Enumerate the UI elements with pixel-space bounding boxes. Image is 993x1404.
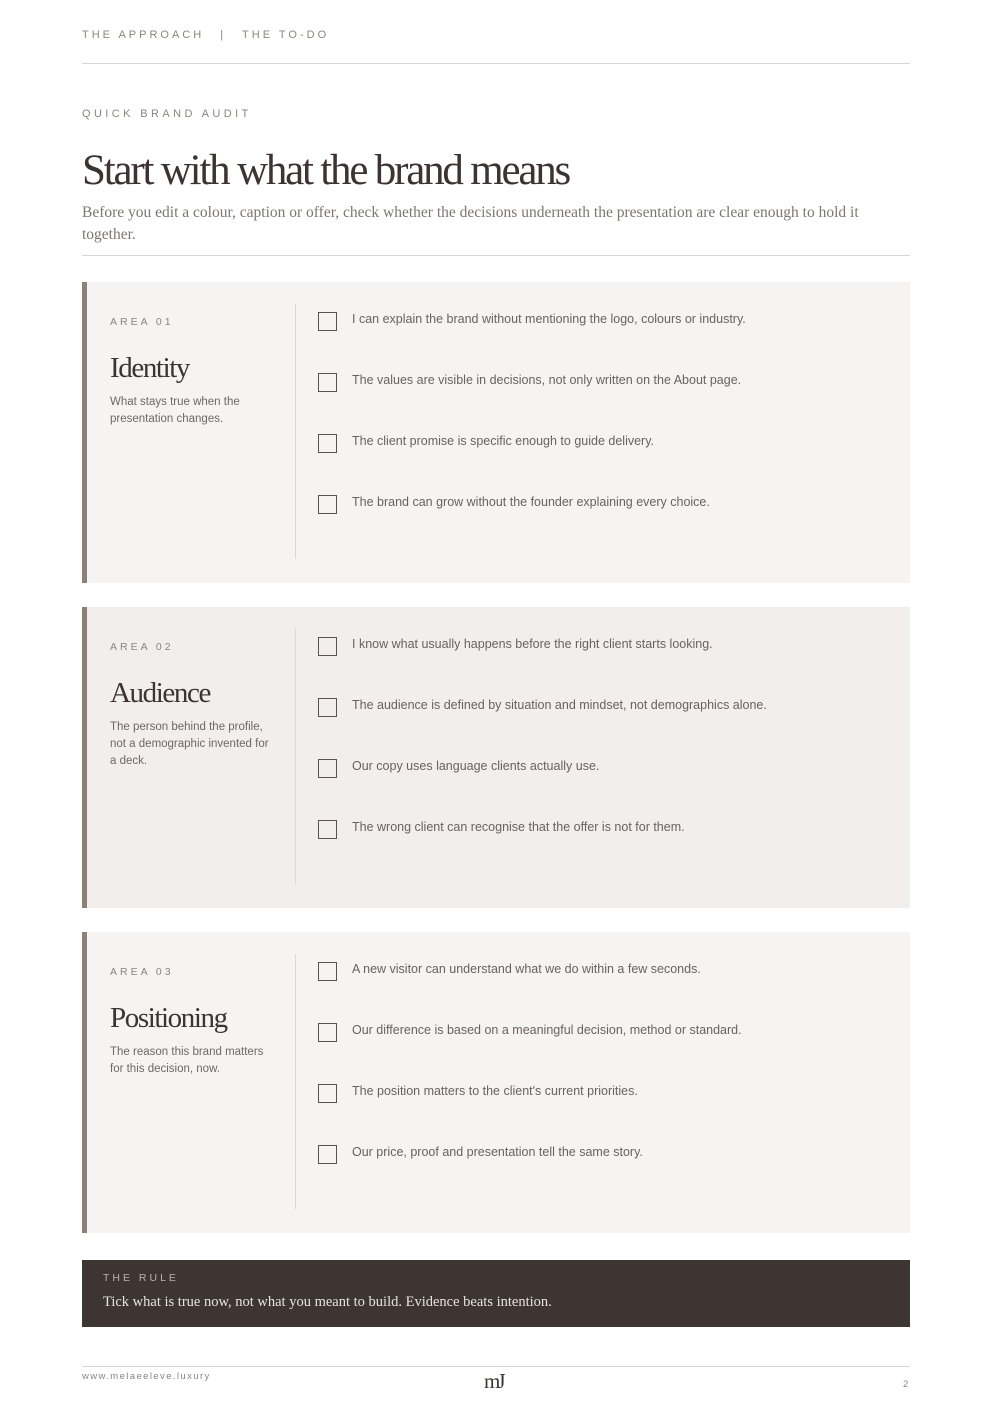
area-label: AREA 01 (110, 316, 174, 328)
intro-divider (82, 255, 910, 256)
checklist-item (318, 960, 878, 982)
area-description: What stays true when the presentation changes. (110, 396, 240, 425)
checklist-item-text: The audience is defined by situation and mindset, not demographics alone. (352, 698, 767, 712)
area-label: AREA 03 (110, 966, 174, 978)
area-description: The person behind the profile, not a demographic invented for a deck. (110, 721, 269, 767)
checklist-item-text: I know what usually happens before the right client starts looking. (352, 637, 713, 651)
checkbox[interactable] (318, 698, 337, 717)
area-title: Positioning (110, 1002, 227, 1034)
rule-text: Tick what is true now, not what you meant to build. Evidence beats intention. (103, 1294, 552, 1310)
area-divider (295, 954, 296, 1209)
checklist-item-text: A new visitor can understand what we do within a few seconds. (352, 962, 701, 976)
header-left: THE APPROACH (82, 29, 205, 41)
intro-text: Before you edit a colour, caption or offer, check whether the decisions underneath the presentation are clear enough to hold it together. (82, 204, 859, 243)
page-header (82, 29, 910, 41)
checkbox[interactable] (318, 820, 337, 839)
rule-callout (82, 1260, 910, 1327)
checklist-item (318, 1143, 878, 1165)
checklist-item (318, 696, 878, 718)
checklist-item-text: Our difference is based on a meaningful decision, method or standard. (352, 1023, 742, 1037)
checklist-item (318, 493, 878, 515)
eyebrow: QUICK BRAND AUDIT (82, 108, 252, 120)
checkbox[interactable] (318, 637, 337, 656)
checklist-item-text: The position matters to the client's current priorities. (352, 1084, 638, 1098)
area-description: The reason this brand matters for this decision, now. (110, 1046, 264, 1075)
footer-url[interactable]: www.melaeeleve.luxury (82, 1371, 211, 1382)
checklist-item-text: The values are visible in decisions, not only written on the About page. (352, 373, 742, 387)
checklist-item (318, 757, 878, 779)
checklist-item (318, 818, 878, 840)
checklist-item (318, 1021, 878, 1043)
checklist-item (318, 371, 878, 393)
header-right: THE TO-DO (242, 29, 330, 41)
area-title: Audience (110, 677, 210, 709)
checkbox[interactable] (318, 373, 337, 392)
checkbox[interactable] (318, 1145, 337, 1164)
page-title: Start with what the brand means (82, 147, 570, 194)
checklist-item-text: The brand can grow without the founder explaining every choice. (352, 495, 710, 509)
checklist-item-text: Our copy uses language clients actually use. (352, 759, 600, 773)
checkbox[interactable] (318, 759, 337, 778)
area-title: Identity (110, 352, 190, 384)
checkbox[interactable] (318, 962, 337, 981)
area-audience (82, 607, 910, 908)
checklist-item-text: The client promise is specific enough to guide delivery. (352, 434, 655, 448)
checklist-item-text: The wrong client can recognise that the offer is not for them. (352, 820, 685, 834)
rule-label: THE RULE (103, 1272, 179, 1284)
checklist-item (318, 310, 878, 332)
area-identity (82, 282, 910, 583)
checklist-item-text: I can explain the brand without mentioning the logo, colours or industry. (352, 312, 746, 326)
checklist-item (318, 432, 878, 454)
checklist-item (318, 635, 878, 657)
checkbox[interactable] (318, 495, 337, 514)
area-divider (295, 629, 296, 884)
page-number: 2 (903, 1379, 909, 1390)
checkbox[interactable] (318, 434, 337, 453)
monogram-logo: mJ (484, 1369, 503, 1393)
header-separator: | (220, 29, 227, 41)
area-divider (295, 304, 296, 559)
checklist-item (318, 1082, 878, 1104)
checkbox[interactable] (318, 312, 337, 331)
footer-divider (82, 1366, 910, 1367)
area-label: AREA 02 (110, 641, 174, 653)
checkbox[interactable] (318, 1023, 337, 1042)
checklist-item-text: Our price, proof and presentation tell the same story. (352, 1145, 643, 1159)
checkbox[interactable] (318, 1084, 337, 1103)
header-divider (82, 63, 910, 64)
area-positioning (82, 932, 910, 1233)
